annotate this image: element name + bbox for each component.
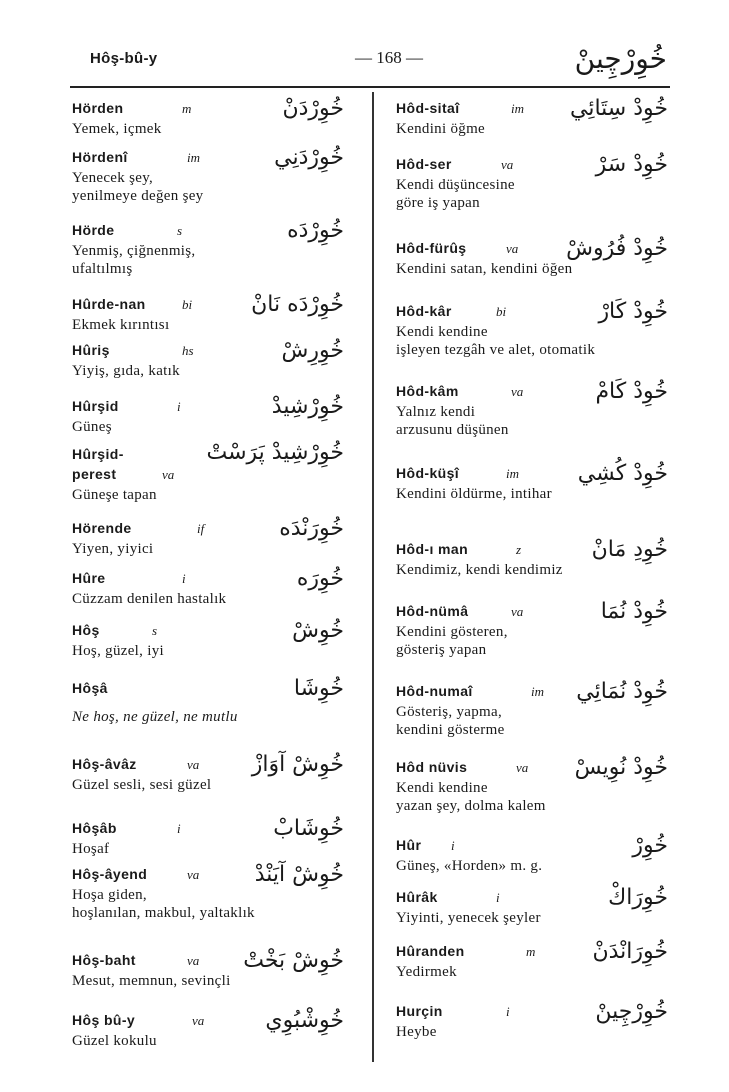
arabic-script-word: خُوِدْ نُمَا xyxy=(600,599,668,624)
headword: Hörden xyxy=(72,100,124,116)
dictionary-entry xyxy=(72,676,344,726)
dictionary-entry xyxy=(72,816,344,858)
dictionary-entry xyxy=(396,755,668,815)
arabic-script-word: خُوِشْ بَخْتْ xyxy=(243,948,344,973)
dictionary-entry xyxy=(72,96,344,138)
dictionary-entry xyxy=(396,939,668,981)
dictionary-entry xyxy=(72,292,344,334)
arabic-script-word: خُوِدْ كَارْ xyxy=(598,299,668,324)
definition-line: Yiyinti, yenecek şeyler xyxy=(396,910,541,926)
dictionary-entry xyxy=(72,218,344,278)
part-of-speech: i xyxy=(506,1004,510,1019)
part-of-speech: va xyxy=(511,604,524,619)
part-of-speech: va xyxy=(187,867,200,882)
headword: Hôş-âvâz xyxy=(72,756,137,772)
definition-line: Gösteriş, yapma, xyxy=(396,704,503,720)
definition-line: Yiyiş, gıda, katık xyxy=(72,363,180,379)
definition-line: Güzel sesli, sesi güzel xyxy=(72,777,212,793)
definition-line: Kendini öldürme, intihar xyxy=(396,486,552,502)
definition-line: Kendi düşüncesine xyxy=(396,177,515,193)
headword: Hôşâ xyxy=(72,680,108,696)
dictionary-entry xyxy=(396,461,668,503)
definition-line: Hoşaf xyxy=(72,841,110,857)
part-of-speech: i xyxy=(177,399,181,414)
definition-line: hoşlanılan, makbul, yaltaklık xyxy=(72,905,255,921)
definition-line: Yalnız kendi xyxy=(396,404,476,420)
headword: Hôd-sitaî xyxy=(396,100,460,116)
headword: Hôd-kâr xyxy=(396,303,452,319)
dictionary-entry xyxy=(72,752,344,794)
headword: Hôş-âyend xyxy=(72,866,148,882)
definition-line: Güneş, «Horden» m. g. xyxy=(396,858,543,874)
part-of-speech: va xyxy=(187,953,200,968)
arabic-script-word: خُوِرْدَنِي xyxy=(274,145,344,170)
arabic-script-word: خُوِدْ فُرُوشْ xyxy=(566,236,668,261)
arabic-script-word: خُوِرَنْدَه xyxy=(279,516,344,541)
arabic-script-word: خُوِرْدَه xyxy=(287,218,344,243)
definition-line: Kendini öğme xyxy=(396,121,486,137)
arabic-script-word: خُوِشْ آوَازْ xyxy=(251,752,344,777)
arabic-script-word: خُوِرْشِيدْ xyxy=(271,394,344,419)
definition-line: ufaltılmış xyxy=(72,261,133,277)
part-of-speech: va xyxy=(511,384,524,399)
dictionary-entry xyxy=(72,618,344,660)
definition-line: Kendimiz, kendi kendimiz xyxy=(396,562,563,578)
definition-line: Ne hoş, ne güzel, ne mutlu xyxy=(72,709,238,725)
part-of-speech: s xyxy=(152,623,158,638)
headword: Hôd-fürûş xyxy=(396,240,467,256)
arabic-script-word: خُوِدِ مَانْ xyxy=(591,537,668,562)
dictionary-entry xyxy=(72,440,344,504)
definition-line: Kendini gösteren, xyxy=(396,624,508,640)
part-of-speech: i xyxy=(177,821,181,836)
definition-line: yenilmeye değen şey xyxy=(72,188,204,204)
arabic-script-word: خُوِدْ كَامْ xyxy=(595,379,668,404)
dictionary-entry xyxy=(72,566,344,608)
page-number: — 168 — xyxy=(355,48,423,67)
headword: Hôş-baht xyxy=(72,952,136,968)
part-of-speech: im xyxy=(531,684,544,699)
headword: Hûr xyxy=(396,837,422,853)
headword: Hûriş xyxy=(72,342,110,358)
arabic-script-word: خُوِرْچِينْ xyxy=(595,999,668,1024)
dictionary-entry xyxy=(72,394,344,436)
arabic-script-word: خُوِرَاكْ xyxy=(608,885,668,910)
headword: Hôd-ser xyxy=(396,156,452,172)
part-of-speech: va xyxy=(506,241,519,256)
headword: Hûrşid xyxy=(72,398,119,414)
definition-line: Cüzzam denilen hastalık xyxy=(72,591,227,607)
dictionary-entry xyxy=(396,833,668,875)
part-of-speech: im xyxy=(187,150,200,165)
part-of-speech: bi xyxy=(496,304,507,319)
definition-line: işleyen tezgâh ve alet, otomatik xyxy=(396,342,596,358)
definition-line: göre iş yapan xyxy=(396,195,480,211)
arabic-script-word: خُوِرَانْدَنْ xyxy=(592,939,668,964)
header-guide-word: Hôş-bû-y xyxy=(90,50,158,67)
arabic-script-word: خُوِشَا xyxy=(293,676,344,701)
dictionary-entry xyxy=(72,145,344,205)
part-of-speech: s xyxy=(177,223,183,238)
arabic-script-word: خُوِرْ xyxy=(632,833,668,858)
definition-line: Güneşe tapan xyxy=(72,487,157,503)
header-rule xyxy=(70,86,670,88)
part-of-speech: bi xyxy=(182,297,193,312)
definition-line: kendini gösterme xyxy=(396,722,505,738)
dictionary-entry xyxy=(396,299,668,359)
arabic-script-word: خُوِرْشِيدْ پَرَسْتْ xyxy=(206,440,344,465)
dictionary-entry xyxy=(396,999,668,1041)
definition-line: Hoş, güzel, iyi xyxy=(72,643,164,659)
definition-line: Yiyen, yiyici xyxy=(72,541,154,557)
headword: Hôd-kâm xyxy=(396,383,459,399)
definition-line: Heybe xyxy=(396,1024,437,1040)
dictionary-entry xyxy=(396,236,668,278)
part-of-speech: m xyxy=(182,101,192,116)
dictionary-entry xyxy=(396,152,668,212)
part-of-speech: va xyxy=(516,760,529,775)
definition-line: arzusunu düşünen xyxy=(396,422,509,438)
part-of-speech: va xyxy=(501,157,514,172)
page-header xyxy=(0,42,729,86)
headword: Hörende xyxy=(72,520,132,536)
column-divider xyxy=(372,92,374,1062)
definition-line: Güzel kokulu xyxy=(72,1033,157,1049)
definition-line: Kendini satan, kendini öğen xyxy=(396,261,573,277)
headword: Hûre xyxy=(72,570,106,586)
headword: Hûrde-nan xyxy=(72,296,146,312)
arabic-script-word: خُوِشْبُوِي xyxy=(265,1008,344,1033)
definition-line: Hoşa giden, xyxy=(72,887,147,903)
dictionary-entry xyxy=(396,885,668,927)
part-of-speech: i xyxy=(496,890,500,905)
definition-line: Kendi kendine xyxy=(396,780,488,796)
part-of-speech: i xyxy=(182,571,186,586)
dictionary-entry xyxy=(396,379,668,439)
part-of-speech: if xyxy=(197,521,205,536)
part-of-speech: im xyxy=(506,466,519,481)
headword: Hûranden xyxy=(396,943,465,959)
arabic-script-word: خُوِشْ xyxy=(292,618,344,643)
headword-continuation: perest xyxy=(72,466,117,482)
arabic-script-word: خُوِدْ سَرْ xyxy=(595,152,668,177)
header-arabic-word: خُوِرْچِينْ xyxy=(574,42,667,75)
part-of-speech: z xyxy=(516,542,522,557)
arabic-script-word: خُوِدْ نُمَائِي xyxy=(576,679,668,704)
part-of-speech: im xyxy=(511,101,524,116)
definition-line: Yenecek şey, xyxy=(72,170,154,186)
part-of-speech: va xyxy=(187,757,200,772)
part-of-speech: va xyxy=(162,467,175,482)
definition-line: Mesut, memnun, sevinçli xyxy=(72,973,231,989)
arabic-script-word: خُوِرْدَه نَانْ xyxy=(251,292,344,317)
headword: Hördenî xyxy=(72,149,128,165)
definition-line: Güneş xyxy=(72,419,112,435)
definition-line: Ekmek kırıntısı xyxy=(72,317,170,333)
definition-line: gösteriş yapan xyxy=(396,642,487,658)
arabic-script-word: خُوِدْ نُوِيسْ xyxy=(574,755,668,780)
dictionary-entry xyxy=(72,948,344,990)
dictionary-entry xyxy=(396,679,668,739)
dictionary-entry xyxy=(72,1008,344,1050)
part-of-speech: hs xyxy=(182,343,194,358)
part-of-speech: m xyxy=(526,944,536,959)
headword: Hôd-nümâ xyxy=(396,603,469,619)
part-of-speech: va xyxy=(192,1013,205,1028)
headword: Hôd-küşî xyxy=(396,465,460,481)
headword: Hôd-numaî xyxy=(396,683,473,699)
headword: Hurçin xyxy=(396,1003,443,1019)
dictionary-entry xyxy=(72,862,344,922)
definition-line: Yedirmek xyxy=(396,964,457,980)
dictionary-entry xyxy=(396,537,668,579)
arabic-script-word: خُوِدْ كُشِي xyxy=(577,461,668,486)
part-of-speech: i xyxy=(451,838,455,853)
headword: Hôş bû-y xyxy=(72,1012,136,1028)
arabic-script-word: خُوِرِشْ xyxy=(281,338,344,363)
dictionary-entry xyxy=(396,599,668,659)
headword: Hûrşid- xyxy=(72,446,124,462)
headword: Hôd-ı man xyxy=(396,541,469,557)
headword: Hôş xyxy=(72,622,100,638)
headword: Hôşâb xyxy=(72,820,117,836)
definition-line: Yemek, içmek xyxy=(72,121,162,137)
headword: Hörde xyxy=(72,222,115,238)
arabic-script-word: خُوِشَابْ xyxy=(273,816,344,841)
dictionary-entry xyxy=(72,516,344,558)
definition-line: Kendi kendine xyxy=(396,324,488,340)
arabic-script-word: خُوِرَه xyxy=(296,566,344,591)
definition-line: yazan şey, dolma kalem xyxy=(396,798,546,814)
arabic-script-word: خُوِشْ آيَنْدْ xyxy=(254,862,344,887)
definition-line: Yenmiş, çiğnenmiş, xyxy=(72,243,196,259)
dictionary-entry xyxy=(72,338,344,380)
arabic-script-word: خُوِرْدَنْ xyxy=(282,96,344,121)
headword: Hôd nüvis xyxy=(396,759,468,775)
headword: Hûrâk xyxy=(396,889,438,905)
arabic-script-word: خُوِدْ سِتَائِي xyxy=(570,96,668,121)
dictionary-entry xyxy=(396,96,668,138)
